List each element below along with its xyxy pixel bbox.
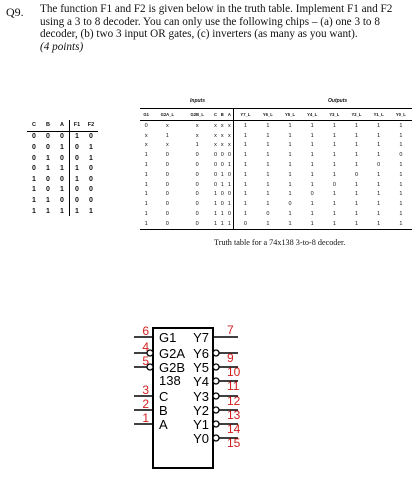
table-cell: 0: [220, 191, 224, 198]
pin-number: 14: [227, 422, 241, 436]
table-cell: 1: [227, 162, 231, 169]
pin-label-c: C: [159, 389, 169, 404]
decoder-caption: Truth table for a 74x138 3-to-8 decoder.: [214, 238, 346, 247]
table-cell: 1: [266, 142, 270, 149]
inverter-bubble: [213, 393, 219, 399]
table-cell: 0: [377, 162, 381, 169]
table-cell: 1: [212, 219, 219, 229]
table-cell: 0: [32, 165, 36, 173]
pin-number: 4: [142, 340, 149, 354]
table-cell: 1: [354, 132, 359, 139]
table-cell: 1: [310, 152, 314, 159]
table-cell: 1: [354, 201, 359, 208]
inverter-bubble: [213, 421, 219, 427]
table-cell: 1: [227, 181, 231, 188]
table-cell: 1: [399, 211, 403, 218]
decoder-header-cell: C: [212, 109, 219, 121]
table-cell: 1: [70, 174, 85, 185]
table-cell: 1: [332, 201, 336, 208]
table-cell: 1: [288, 171, 292, 178]
table-cell: 0: [165, 162, 169, 169]
table-cell: 1: [70, 131, 85, 142]
table-cell: 1: [377, 211, 381, 218]
table-cell: x: [227, 122, 231, 129]
table-cell: 1: [323, 219, 345, 229]
pin-label-y1: Y1: [193, 417, 209, 432]
table-cell: 1: [32, 186, 36, 194]
table-cell: 1: [227, 201, 231, 208]
pin-number: 11: [227, 379, 240, 393]
table-cell: 1: [354, 191, 359, 198]
table-cell: 0: [213, 152, 218, 159]
table-cell: 1: [234, 170, 257, 180]
table-cell: 1: [399, 191, 403, 198]
table-cell: 0: [165, 181, 169, 188]
table-cell: 1: [226, 219, 234, 229]
inverter-bubble: [213, 378, 219, 384]
table-cell: 1: [213, 201, 218, 208]
table-cell: 1: [354, 211, 359, 218]
table-cell: 1: [288, 152, 292, 159]
table-cell: 1: [399, 181, 403, 188]
table-cell: x: [227, 142, 231, 149]
decoder-header-cell: Y1_L: [368, 109, 390, 121]
function-truth-table: [27, 120, 98, 216]
table-cell: 1: [32, 196, 36, 204]
table-cell: 1: [310, 181, 314, 188]
table-row: [27, 153, 98, 164]
table-cell: 1: [279, 219, 301, 229]
table-cell: 1: [195, 142, 199, 149]
pin-number: 1: [142, 411, 149, 425]
table-cell: 0: [70, 195, 85, 206]
table-cell: 0: [227, 211, 231, 218]
table-cell: 1: [266, 181, 270, 188]
table-cell: 1: [46, 165, 50, 173]
table-cell: 1: [377, 142, 381, 149]
table-cell: 0: [195, 191, 199, 198]
table-cell: 1: [234, 131, 257, 141]
table-cell: 0: [60, 133, 64, 141]
pin-label-y7: Y7: [193, 330, 209, 345]
table-cell: 0: [266, 211, 270, 218]
decoder-header-cell: G1: [140, 109, 152, 121]
pin-number: 9: [227, 351, 234, 365]
table-cell: 1: [332, 162, 336, 169]
table-cell: 1: [213, 211, 218, 218]
table-cell: 1: [310, 132, 314, 139]
table-cell: 0: [89, 165, 93, 173]
table-row: [140, 219, 412, 229]
table-cell: 1: [213, 191, 218, 198]
table-cell: 1: [288, 162, 292, 169]
table-cell: 1: [60, 186, 64, 194]
table-cell: 1: [234, 141, 257, 151]
table-cell: 1: [288, 211, 292, 218]
table-cell: 1: [60, 207, 64, 215]
table-cell: x: [220, 122, 224, 129]
table-cell: 1: [354, 162, 359, 169]
table-cell: x: [165, 142, 169, 149]
table-cell: 0: [220, 201, 224, 208]
table-cell: 0: [227, 152, 231, 159]
truth-table-header-c: C: [27, 120, 41, 131]
table-cell: 0: [332, 181, 336, 188]
table-row: [140, 209, 412, 219]
table-row: [27, 185, 98, 196]
table-cell: 1: [144, 191, 148, 198]
table-cell: 1: [220, 181, 224, 188]
table-cell: x: [144, 142, 148, 149]
table-cell: 0: [89, 175, 93, 183]
table-cell: 1: [377, 132, 381, 139]
question-text: The function F1 and F2 is given below in the truth table. Implement F1 and F2 using a 3 to 8 decoder. You can only use the following chips – (a) one 3 to 8 decoder, (b) two 3 input OR gates, (c) inverters (as many as you want).: [40, 3, 393, 41]
table-cell: 0: [227, 171, 231, 178]
pin-number: 3: [142, 383, 149, 397]
table-cell: 0: [70, 185, 85, 196]
table-cell: 1: [144, 181, 148, 188]
table-cell: 1: [332, 122, 336, 129]
table-cell: 0: [32, 154, 36, 162]
table-cell: 1: [144, 162, 148, 169]
inverter-bubble: [213, 364, 219, 370]
table-cell: 0: [60, 175, 64, 183]
pin-label-a: A: [159, 417, 168, 432]
pin-number: 5: [142, 354, 149, 368]
pin-number: 15: [227, 436, 241, 450]
table-cell: 1: [399, 122, 403, 129]
truth-table-header-f2: F2: [84, 120, 98, 131]
table-cell: 1: [234, 121, 257, 131]
table-cell: 1: [46, 154, 50, 162]
table-row: [140, 160, 412, 170]
table-cell: 0: [165, 171, 169, 178]
inverter-bubble: [213, 350, 219, 356]
pin-number: 6: [142, 324, 149, 338]
table-cell: 1: [220, 171, 224, 178]
table-cell: 0: [165, 201, 169, 208]
table-cell: 1: [390, 219, 412, 229]
table-cell: x: [214, 132, 217, 139]
table-row: [140, 190, 412, 200]
table-cell: 1: [310, 201, 314, 208]
table-cell: 1: [332, 211, 336, 218]
table-row: [27, 206, 98, 217]
table-row: [140, 121, 412, 131]
table-cell: 0: [165, 211, 169, 218]
table-cell: 0: [60, 154, 64, 162]
table-row: [27, 142, 98, 153]
table-row: [27, 195, 98, 206]
pin-number: 12: [227, 394, 241, 408]
table-cell: 1: [301, 219, 323, 229]
table-cell: 1: [288, 181, 292, 188]
table-cell: x: [195, 122, 199, 129]
table-cell: 1: [399, 162, 403, 169]
table-row: [140, 199, 412, 209]
table-cell: 1: [89, 154, 93, 162]
table-cell: 1: [288, 191, 292, 198]
table-cell: 1: [32, 175, 36, 183]
table-cell: 1: [219, 219, 226, 229]
table-cell: 1: [345, 219, 367, 229]
pin-label-y0: Y0: [193, 431, 209, 446]
decoder-header-cell: Y6_L: [257, 109, 279, 121]
table-cell: 0: [144, 122, 148, 129]
table-cell: x: [195, 132, 199, 139]
pin-number: 13: [227, 408, 241, 422]
truth-table-header-f1: F1: [70, 120, 85, 131]
table-cell: 1: [266, 201, 270, 208]
table-cell: 0: [195, 152, 199, 159]
table-row: [27, 163, 98, 174]
table-cell: 0: [220, 162, 224, 169]
table-cell: 1: [144, 171, 148, 178]
table-cell: 0: [32, 143, 36, 151]
table-cell: 0: [234, 219, 257, 229]
table-cell: 0: [310, 191, 314, 198]
table-cell: 0: [288, 201, 292, 208]
table-cell: 1: [354, 142, 359, 149]
table-cell: 0: [182, 219, 212, 229]
table-cell: 1: [377, 122, 381, 129]
table-cell: 1: [266, 152, 270, 159]
table-cell: 1: [144, 211, 148, 218]
table-cell: 0: [70, 153, 85, 164]
table-cell: 0: [220, 152, 224, 159]
table-cell: 0: [89, 186, 93, 194]
decoder-header-cell: G2B_L: [182, 109, 212, 121]
table-cell: 1: [377, 171, 381, 178]
table-cell: 1: [89, 207, 93, 215]
table-row: [140, 180, 412, 190]
table-cell: 0: [213, 171, 218, 178]
table-cell: 1: [354, 122, 359, 129]
truth-table-header-a: A: [55, 120, 70, 131]
table-cell: 1: [310, 122, 314, 129]
question-number: Q9.: [6, 5, 24, 19]
pin-label-y5: Y5: [193, 360, 209, 375]
table-cell: 1: [165, 132, 169, 139]
table-cell: 0: [354, 171, 359, 178]
table-row: [140, 131, 412, 141]
table-cell: x: [214, 122, 217, 129]
decoder-header-cell: Y5_L: [279, 109, 301, 121]
table-cell: 1: [288, 122, 292, 129]
table-cell: 1: [399, 171, 403, 178]
table-cell: x: [220, 132, 224, 139]
decoder-header-cell: Y2_L: [345, 109, 367, 121]
decoder-chip-symbol: [120, 320, 270, 470]
pin-label-y3: Y3: [193, 389, 209, 404]
table-cell: 1: [46, 196, 50, 204]
table-cell: 0: [89, 133, 93, 141]
decoder-header-cell: Y3_L: [323, 109, 345, 121]
table-cell: 1: [332, 171, 336, 178]
table-cell: 0: [195, 162, 199, 169]
table-cell: x: [227, 132, 231, 139]
table-cell: 1: [257, 219, 279, 229]
table-cell: 0: [46, 186, 50, 194]
table-row: [140, 150, 412, 160]
decoder-header-cell: Y7_L: [234, 109, 257, 121]
table-cell: 1: [60, 165, 64, 173]
table-row: [140, 170, 412, 180]
table-cell: 1: [234, 190, 257, 200]
inverter-bubble: [213, 407, 219, 413]
table-cell: 1: [266, 122, 270, 129]
table-cell: 0: [213, 181, 218, 188]
table-cell: 0: [46, 175, 50, 183]
table-cell: 1: [32, 207, 36, 215]
table-cell: 0: [152, 219, 182, 229]
table-cell: 1: [368, 219, 390, 229]
question-text-block: [40, 3, 412, 53]
table-cell: 0: [60, 196, 64, 204]
table-cell: 0: [165, 191, 169, 198]
table-cell: 1: [332, 142, 336, 149]
decoder-header-cell: Y0_L: [390, 109, 412, 121]
table-cell: 1: [234, 209, 257, 219]
decoder-header-cell: G2A_L: [152, 109, 182, 121]
decoder-header-cell: A: [226, 109, 234, 121]
decoder-header-cell: Y4_L: [301, 109, 323, 121]
table-cell: 1: [288, 142, 292, 149]
table-cell: 1: [377, 191, 381, 198]
table-cell: x: [220, 142, 224, 149]
table-cell: 1: [377, 181, 381, 188]
question-points: (4 points): [40, 40, 84, 53]
table-cell: 1: [266, 171, 270, 178]
table-cell: 1: [332, 191, 336, 198]
table-cell: 0: [195, 171, 199, 178]
table-cell: x: [144, 132, 148, 139]
table-cell: 1: [220, 211, 224, 218]
table-cell: x: [214, 142, 217, 149]
table-cell: 1: [234, 180, 257, 190]
table-cell: 1: [89, 143, 93, 151]
table-cell: 1: [310, 142, 314, 149]
pin-label-y2: Y2: [193, 403, 209, 418]
table-cell: 1: [332, 132, 336, 139]
chip-part-number: 138: [159, 373, 181, 388]
pin-label-g1: G1: [159, 330, 177, 345]
table-cell: 1: [144, 152, 148, 159]
inputs-label: Inputs: [190, 98, 205, 104]
decoder-truth-table: [140, 96, 412, 230]
table-row: [140, 141, 412, 151]
table-cell: 0: [195, 211, 199, 218]
decoder-header-cell: B: [219, 109, 226, 121]
pin-label-b: B: [159, 403, 168, 418]
table-cell: 1: [288, 132, 292, 139]
table-cell: 1: [399, 142, 403, 149]
table-cell: 1: [234, 160, 257, 170]
table-cell: 1: [377, 152, 381, 159]
table-cell: 1: [399, 132, 403, 139]
table-cell: 0: [399, 152, 403, 159]
table-cell: 0: [32, 133, 36, 141]
table-cell: 1: [70, 163, 85, 174]
table-cell: 1: [46, 207, 50, 215]
table-cell: x: [165, 122, 169, 129]
table-cell: 1: [144, 201, 148, 208]
table-cell: 0: [46, 133, 50, 141]
table-cell: 0: [46, 143, 50, 151]
table-cell: 1: [266, 132, 270, 139]
table-cell: 0: [195, 181, 199, 188]
pin-number: 10: [227, 365, 241, 379]
table-row: [27, 174, 98, 185]
pin-number: 2: [142, 397, 149, 411]
table-cell: 0: [227, 191, 231, 198]
table-cell: 0: [89, 196, 93, 204]
table-cell: 1: [70, 206, 85, 217]
table-cell: 1: [310, 211, 314, 218]
table-cell: 1: [60, 143, 64, 151]
table-cell: 1: [266, 162, 270, 169]
table-cell: 0: [195, 201, 199, 208]
table-cell: 1: [234, 150, 257, 160]
pin-label-y6: Y6: [193, 346, 209, 361]
table-cell: 1: [310, 162, 314, 169]
table-cell: 1: [354, 181, 359, 188]
outputs-label: Outputs: [328, 98, 348, 104]
pin-label-y4: Y4: [193, 374, 209, 389]
table-cell: 1: [354, 152, 359, 159]
truth-table-header-b: B: [41, 120, 55, 131]
table-cell: 1: [377, 201, 381, 208]
table-cell: 1: [310, 171, 314, 178]
table-cell: 0: [70, 142, 85, 153]
table-cell: 1: [332, 152, 336, 159]
inverter-bubble: [213, 435, 219, 441]
table-cell: 1: [140, 219, 152, 229]
table-cell: 1: [234, 199, 257, 209]
table-cell: 0: [213, 162, 218, 169]
table-row: [27, 131, 98, 142]
pin-label-g2a: G2A: [159, 346, 186, 361]
pin-number: 7: [227, 323, 234, 337]
table-cell: 0: [165, 152, 169, 159]
table-cell: 1: [399, 201, 403, 208]
pin-label-g2b: G2B: [159, 360, 186, 375]
table-cell: 1: [266, 191, 270, 198]
